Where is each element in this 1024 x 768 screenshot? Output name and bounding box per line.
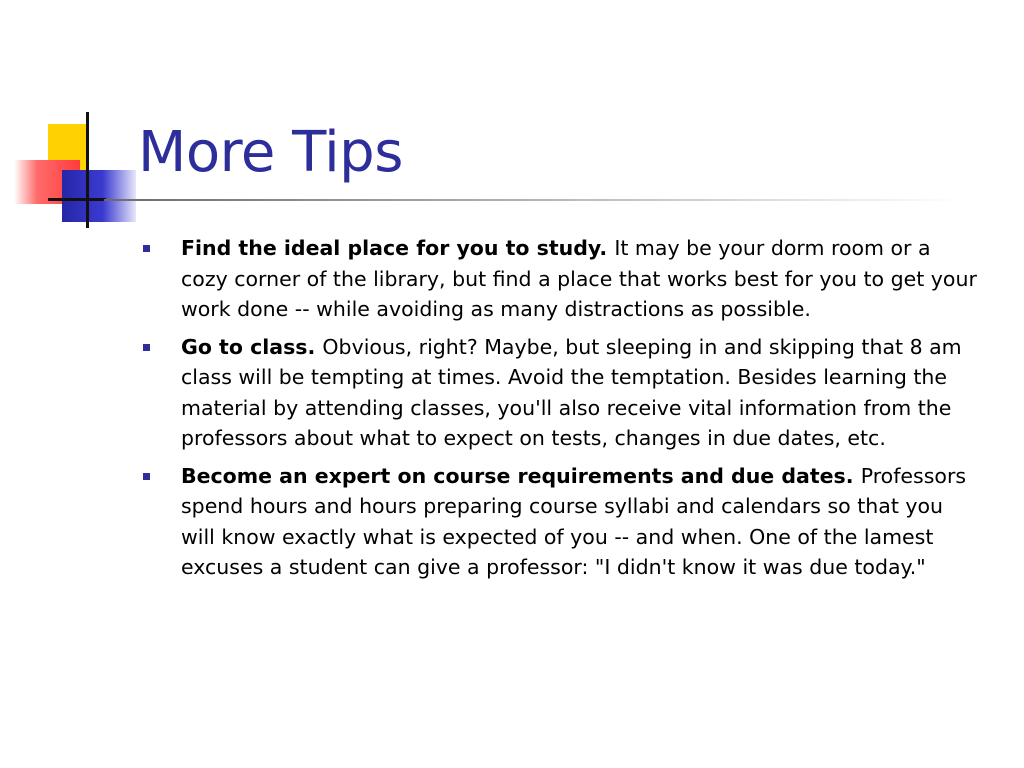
bullet-icon (143, 245, 150, 252)
slide-title: More Tips (138, 120, 403, 185)
logo-blue-square (62, 170, 136, 222)
logo-horizontal-line (48, 198, 106, 201)
tip-lead: Go to class. (181, 334, 323, 359)
tip-lead: Become an expert on course requirements and due dates. (181, 463, 861, 488)
tip-body: Professors spend hours and hours preparing course syllabi and calendars so that you will know exactly what is expected of you -- and when. One of the lamest excuses a student can give a professor: "I didn't know it was due today." (181, 463, 967, 579)
logo-vertical-line (86, 112, 89, 228)
tip-item (140, 233, 980, 325)
bullet-icon (143, 473, 150, 480)
tip-item (140, 461, 980, 583)
tip-body: It may be your dorm room or a cozy corner of the library, but find a place that works best for you to get your work done -- while avoiding as many distractions as possible. (181, 236, 977, 321)
tips-list (140, 233, 980, 590)
title-divider (104, 199, 964, 201)
tip-body: Obvious, right? Maybe, but sleeping in and skipping that 8 am class will be tempting at times. Avoid the temptation. Besides learning the material by attending classes, you'll also receive vital information from the professors about what to expect on tests, changes in due dates, etc. (181, 334, 962, 450)
decorative-logo (0, 0, 140, 240)
bullet-icon (143, 344, 150, 351)
tip-lead: Find the ideal place for you to study. (181, 236, 615, 260)
tip-item (140, 332, 980, 454)
